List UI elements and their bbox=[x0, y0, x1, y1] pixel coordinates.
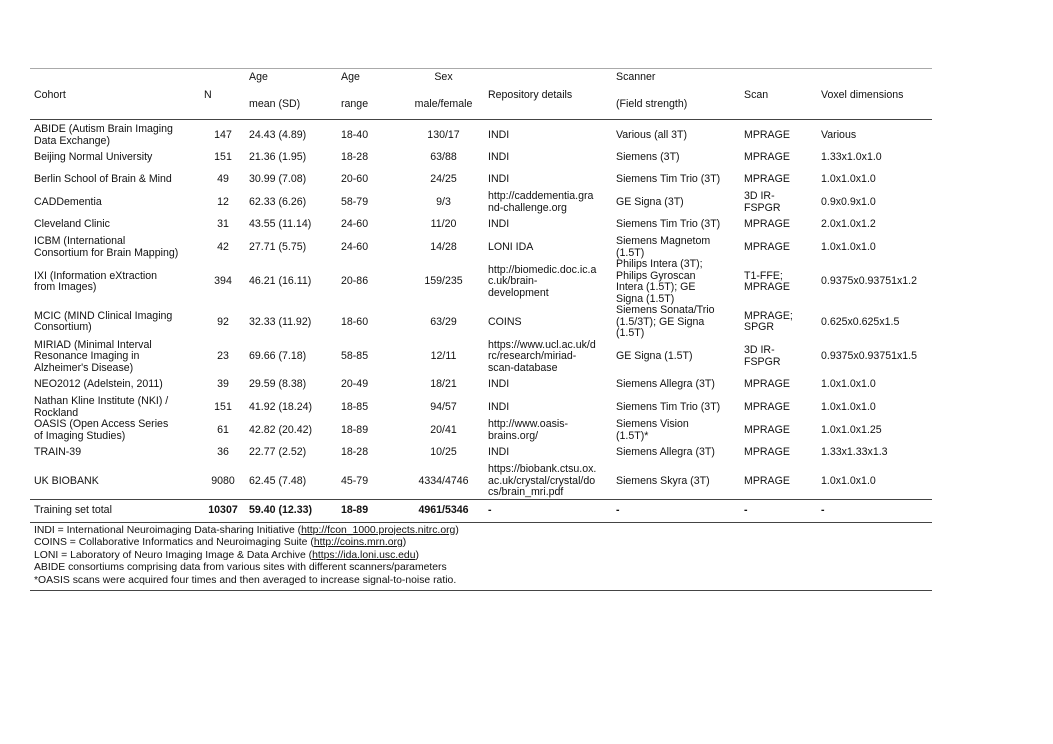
cell-scanner: Various (all 3T) bbox=[616, 128, 688, 141]
header-sex-top: Sex bbox=[402, 69, 484, 100]
cell-age-mean: 22.77 (2.52) bbox=[249, 446, 307, 459]
cell-age-mean: 21.36 (1.95) bbox=[249, 151, 307, 164]
table-footnotes bbox=[30, 523, 932, 592]
cell-scan: MPRAGE bbox=[744, 173, 790, 186]
cell-cohort: TRAIN-39 bbox=[34, 446, 82, 459]
header-scan: Scan bbox=[740, 69, 817, 120]
total-voxel: - bbox=[817, 499, 932, 522]
footnote-link[interactable]: http://fcon_1000.projects.nitrc.org bbox=[301, 524, 456, 536]
cell-scanner: Siemens Sonata/Trio (1.5/3T); GE Signa (1.5T) bbox=[616, 304, 715, 339]
cell-age-mean: 30.99 (7.08) bbox=[249, 173, 307, 186]
cell-age-range: 18-89 bbox=[341, 423, 369, 436]
cell-voxel: 1.0x1.0x1.0 bbox=[821, 173, 876, 186]
cell-repository: INDI bbox=[488, 173, 510, 186]
table-row bbox=[30, 259, 932, 305]
cell-scan: MPRAGE bbox=[744, 423, 790, 436]
cell-repository: http://biomedic.doc.ic.a c.uk/brain- development bbox=[488, 263, 597, 299]
cell-age-mean: 32.33 (11.92) bbox=[249, 315, 312, 328]
cell-repository: INDI bbox=[488, 128, 510, 141]
cell-age-range: 18-85 bbox=[341, 400, 369, 413]
table-row bbox=[30, 442, 932, 464]
cell-n: 394 bbox=[214, 275, 232, 288]
table-row bbox=[30, 191, 932, 214]
cell-scanner: Siemens (3T) bbox=[616, 151, 680, 164]
cell-sex: 10/25 bbox=[430, 446, 457, 459]
cell-scan: MPRAGE bbox=[744, 240, 790, 253]
total-sex: 4961/5346 bbox=[402, 499, 484, 522]
footnote-line: ABIDE consortiums comprising data from various sites with different scanners/parameters bbox=[34, 562, 447, 574]
cell-scan: MPRAGE bbox=[744, 151, 790, 164]
total-label: Training set total bbox=[30, 499, 200, 522]
cell-age-mean: 62.33 (6.26) bbox=[249, 195, 307, 208]
table-row bbox=[30, 236, 932, 259]
table-row bbox=[30, 396, 932, 419]
footnote-link[interactable]: https://ida.loni.usc.edu bbox=[312, 549, 416, 561]
header-cohort: Cohort bbox=[30, 69, 200, 120]
cell-scan: MPRAGE bbox=[744, 378, 790, 391]
cell-repository: INDI bbox=[488, 378, 510, 391]
cell-sex: 130/17 bbox=[427, 128, 460, 141]
cell-age-range: 24-60 bbox=[341, 240, 369, 253]
table-row bbox=[30, 374, 932, 396]
cell-n: 151 bbox=[214, 151, 232, 164]
cell-n: 39 bbox=[217, 378, 229, 391]
cell-age-range: 18-28 bbox=[341, 151, 369, 164]
cell-age-range: 20-60 bbox=[341, 173, 369, 186]
table-total bbox=[30, 499, 932, 522]
cell-sex: 159/235 bbox=[424, 275, 463, 288]
cell-voxel: 1.0x1.0x1.0 bbox=[821, 240, 876, 253]
cell-voxel: 0.625x0.625x1.5 bbox=[821, 315, 900, 328]
total-mean: 59.40 (12.33) bbox=[245, 499, 337, 522]
cell-scan: MPRAGE bbox=[744, 218, 790, 231]
cell-age-range: 58-85 bbox=[341, 350, 369, 362]
cell-age-range: 18-40 bbox=[341, 128, 369, 141]
cell-cohort: Nathan Kline Institute (NKI) / Rockland bbox=[34, 395, 169, 419]
cell-voxel: 1.33x1.0x1.0 bbox=[821, 151, 882, 164]
cell-age-mean: 62.45 (7.48) bbox=[249, 474, 307, 487]
cell-sex: 9/3 bbox=[436, 195, 451, 208]
total-scanner: - bbox=[612, 499, 740, 522]
table-row bbox=[30, 419, 932, 442]
cell-repository: http://caddementia.gra nd-challenge.org bbox=[488, 190, 594, 214]
total-scan: - bbox=[740, 499, 817, 522]
cell-scanner: GE Signa (1.5T) bbox=[616, 350, 693, 362]
total-n: 10307 bbox=[200, 499, 245, 522]
cell-age-mean: 29.59 (8.38) bbox=[249, 378, 307, 391]
cell-scan: MPRAGE bbox=[744, 400, 790, 413]
footnote-line: INDI = International Neuroimaging Data-sharing Initiative (http://fcon_1000.projects.nitrc.org) bbox=[34, 524, 459, 536]
cell-age-mean: 27.71 (5.75) bbox=[249, 240, 307, 253]
table-container bbox=[30, 68, 932, 591]
cell-age-mean: 69.66 (7.18) bbox=[249, 350, 307, 362]
cell-n: 151 bbox=[214, 400, 232, 413]
cell-repository: LONI IDA bbox=[488, 240, 534, 253]
cell-age-range: 58-79 bbox=[341, 195, 369, 208]
cell-n: 147 bbox=[214, 128, 232, 141]
table-row bbox=[30, 340, 932, 375]
cell-n: 42 bbox=[217, 240, 229, 253]
header-age-range-top: Age bbox=[337, 69, 402, 100]
cell-scanner: GE Signa (3T) bbox=[616, 195, 684, 208]
cell-scanner: Siemens Tim Trio (3T) bbox=[616, 400, 721, 413]
cell-age-mean: 43.55 (11.14) bbox=[249, 218, 312, 231]
cell-voxel: 1.0x1.0x1.25 bbox=[821, 423, 882, 436]
cell-scanner: Siemens Allegra (3T) bbox=[616, 378, 715, 391]
header-n: N bbox=[200, 69, 245, 120]
cell-voxel: Various bbox=[821, 128, 857, 141]
cell-scan: MPRAGE bbox=[744, 128, 790, 141]
cell-voxel: 1.0x1.0x1.0 bbox=[821, 474, 876, 487]
cell-age-range: 20-86 bbox=[341, 275, 369, 288]
cell-n: 92 bbox=[217, 315, 229, 328]
cell-age-range: 24-60 bbox=[341, 218, 369, 231]
cell-cohort: CADDementia bbox=[34, 195, 102, 208]
header-repository: Repository details bbox=[484, 69, 612, 120]
cell-voxel: 1.33x1.33x1.3 bbox=[821, 446, 888, 459]
cell-cohort: NEO2012 (Adelstein, 2011) bbox=[34, 378, 163, 391]
cell-scan: 3D IR- FSPGR bbox=[744, 344, 781, 368]
table-row bbox=[30, 214, 932, 236]
cell-cohort: UK BIOBANK bbox=[34, 474, 99, 487]
cell-sex: 63/88 bbox=[430, 151, 457, 164]
cell-age-range: 18-28 bbox=[341, 446, 369, 459]
header-age-mean-bottom: mean (SD) bbox=[249, 98, 301, 110]
table-row bbox=[30, 147, 932, 169]
cell-cohort: Berlin School of Brain & Mind bbox=[34, 173, 172, 186]
cell-scanner: Siemens Vision (1.5T)* bbox=[616, 418, 689, 442]
cell-scan: T1-FFE; MPRAGE bbox=[744, 269, 790, 293]
header-scanner-top: Scanner bbox=[612, 69, 740, 100]
cell-cohort: ABIDE (Autism Brain Imaging Data Exchange) bbox=[34, 123, 173, 147]
header-row-top bbox=[30, 69, 932, 100]
cell-repository: INDI bbox=[488, 218, 510, 231]
cell-scanner: Siemens Tim Trio (3T) bbox=[616, 218, 721, 231]
footnote-line: *OASIS scans were acquired four times and then averaged to increase signal-to-noise ratio. bbox=[34, 574, 457, 586]
header-sex-bottom: male/female bbox=[414, 98, 473, 110]
cell-sex: 4334/4746 bbox=[418, 474, 469, 487]
table-row bbox=[30, 305, 932, 340]
cell-repository: COINS bbox=[488, 315, 522, 328]
cell-voxel: 0.9x0.9x1.0 bbox=[821, 195, 876, 208]
cell-cohort: MCIC (MIND Clinical Imaging Consortium) bbox=[34, 309, 173, 334]
cell-sex: 18/21 bbox=[430, 378, 457, 391]
cell-sex: 12/11 bbox=[430, 350, 457, 362]
cell-sex: 94/57 bbox=[430, 400, 457, 413]
cell-age-range: 18-60 bbox=[341, 315, 369, 328]
header-age-mean-top: Age bbox=[245, 69, 337, 100]
cell-n: 23 bbox=[217, 350, 229, 362]
total-repo: - bbox=[484, 499, 612, 522]
cell-cohort: MIRIAD (Minimal Interval Resonance Imaging in Alzheimer's Disease) bbox=[34, 338, 152, 374]
footnote-line: LONI = Laboratory of Neuro Imaging Image & Data Archive (https://ida.loni.usc.edu) bbox=[34, 549, 419, 561]
cell-scanner: Siemens Allegra (3T) bbox=[616, 446, 715, 459]
cell-n: 61 bbox=[217, 423, 229, 436]
table-row bbox=[30, 169, 932, 191]
cell-scan: MPRAGE bbox=[744, 474, 790, 487]
cell-repository: https://www.ucl.ac.uk/d rc/research/miriad- scan-database bbox=[488, 338, 596, 374]
cell-n: 9080 bbox=[211, 474, 235, 487]
footnote-line: COINS = Collaborative Informatics and Neuroimaging Suite (http://coins.mrn.org) bbox=[34, 537, 407, 549]
cell-cohort: Cleveland Clinic bbox=[34, 218, 110, 231]
cell-scan: 3D IR- FSPGR bbox=[744, 190, 781, 214]
header-voxel: Voxel dimensions bbox=[817, 69, 932, 120]
cell-age-mean: 46.21 (16.11) bbox=[249, 275, 312, 288]
cell-age-range: 20-49 bbox=[341, 378, 369, 391]
cell-voxel: 0.9375x0.93751x1.2 bbox=[821, 275, 918, 288]
cell-age-mean: 41.92 (18.24) bbox=[249, 400, 313, 413]
cell-repository: INDI bbox=[488, 400, 510, 413]
cell-repository: INDI bbox=[488, 151, 510, 164]
cell-age-mean: 24.43 (4.89) bbox=[249, 128, 307, 141]
cell-age-mean: 42.82 (20.42) bbox=[249, 423, 313, 436]
cell-sex: 14/28 bbox=[430, 240, 457, 253]
table-header bbox=[30, 69, 932, 120]
cell-scanner: Siemens Tim Trio (3T) bbox=[616, 173, 721, 186]
cell-voxel: 2.0x1.0x1.2 bbox=[821, 218, 876, 231]
cell-repository: https://biobank.ctsu.ox. ac.uk/crystal/crystal/do cs/brain_mri.pdf bbox=[488, 463, 597, 498]
cell-sex: 11/20 bbox=[430, 218, 457, 231]
total-row bbox=[30, 499, 932, 522]
cell-scan: MPRAGE bbox=[744, 446, 790, 459]
cell-cohort: Beijing Normal University bbox=[34, 151, 153, 164]
header-scanner-bottom: (Field strength) bbox=[616, 98, 688, 110]
cell-voxel: 1.0x1.0x1.0 bbox=[821, 378, 876, 391]
cell-scan: MPRAGE; SPGR bbox=[744, 309, 793, 334]
cell-n: 36 bbox=[217, 446, 229, 459]
cell-n: 12 bbox=[217, 195, 229, 208]
header-age-range-bottom: range bbox=[341, 98, 369, 110]
cell-cohort: ICBM (International Consortium for Brain Mapping) bbox=[34, 235, 179, 259]
cell-scanner: Philips Intera (3T); Philips Gyroscan Intera (1.5T); GE Signa (1.5T) bbox=[616, 258, 703, 305]
cell-sex: 20/41 bbox=[430, 423, 457, 436]
table-body bbox=[30, 120, 932, 500]
cell-sex: 63/29 bbox=[430, 315, 457, 328]
cell-cohort: OASIS (Open Access Series of Imaging Studies) bbox=[34, 418, 169, 442]
cell-repository: INDI bbox=[488, 446, 510, 459]
cell-scanner: Siemens Skyra (3T) bbox=[616, 474, 710, 487]
cell-sex: 24/25 bbox=[430, 173, 457, 186]
cell-n: 49 bbox=[217, 173, 229, 186]
total-range: 18-89 bbox=[337, 499, 402, 522]
cell-n: 31 bbox=[217, 218, 229, 231]
cell-scanner: Siemens Magnetom (1.5T) bbox=[616, 235, 711, 259]
table-row bbox=[30, 464, 932, 499]
cell-age-range: 45-79 bbox=[341, 474, 369, 487]
cell-cohort: IXI (Information eXtraction from Images) bbox=[34, 269, 158, 293]
table-row bbox=[30, 120, 932, 148]
footnote-link[interactable]: http://coins.mrn.org bbox=[313, 537, 403, 549]
cell-voxel: 0.9375x0.93751x1.5 bbox=[821, 350, 918, 362]
cohort-table bbox=[30, 68, 932, 523]
cell-voxel: 1.0x1.0x1.0 bbox=[821, 400, 876, 413]
cell-repository: http://www.oasis- brains.org/ bbox=[488, 418, 569, 442]
